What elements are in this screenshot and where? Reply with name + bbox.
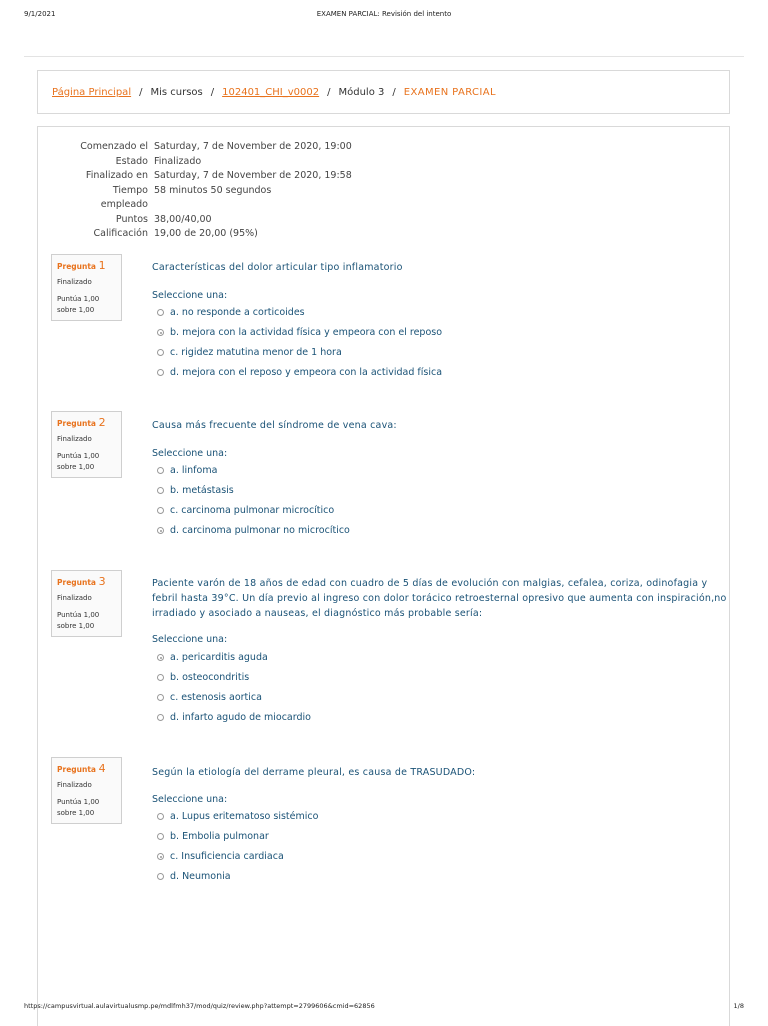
breadcrumb-module: Módulo 3 bbox=[338, 86, 385, 98]
question-grade: Puntúa 1,00 sobre 1,00 bbox=[57, 798, 100, 817]
answer-option[interactable] bbox=[157, 327, 442, 338]
print-header bbox=[0, 10, 768, 24]
radio-button[interactable] bbox=[157, 329, 164, 336]
summary-label: Finalizado en bbox=[85, 170, 148, 181]
summary-row-grade bbox=[40, 227, 352, 242]
summary-row-marks bbox=[40, 213, 352, 228]
question-text-1: Características del dolor articular tipo inflamatorio bbox=[152, 262, 403, 273]
summary-row-started bbox=[40, 140, 352, 155]
answer-option[interactable] bbox=[157, 712, 311, 723]
summary-row-state bbox=[40, 155, 352, 170]
breadcrumb-separator: / bbox=[327, 86, 331, 98]
answer-label: b. mejora con la actividad física y empeora con el reposo bbox=[170, 327, 443, 338]
question-number bbox=[57, 416, 116, 429]
question-state: Finalizado bbox=[57, 435, 92, 443]
print-footer bbox=[0, 1002, 768, 1014]
answer-option[interactable] bbox=[157, 652, 268, 663]
print-date: 9/1/2021 bbox=[24, 10, 56, 18]
breadcrumb-separator: / bbox=[210, 86, 215, 98]
summary-value: 38,00/40,00 bbox=[154, 213, 212, 225]
question-state: Finalizado bbox=[57, 278, 92, 286]
select-one-prompt: Seleccione una: bbox=[152, 634, 228, 645]
breadcrumb-my-courses: Mis cursos bbox=[150, 86, 203, 98]
answer-option[interactable] bbox=[157, 505, 334, 516]
answer-option[interactable] bbox=[157, 485, 234, 496]
question-text-2: Causa más frecuente del síndrome de vena cava: bbox=[152, 420, 397, 431]
answer-option[interactable] bbox=[157, 692, 262, 703]
answer-label: a. no responde a corticoides bbox=[170, 307, 305, 318]
answer-option[interactable] bbox=[157, 851, 284, 862]
answer-option[interactable] bbox=[157, 811, 318, 822]
question-label: Pregunta bbox=[57, 765, 96, 774]
question-grade: Puntúa 1,00 sobre 1,00 bbox=[57, 452, 100, 471]
radio-button[interactable] bbox=[157, 694, 164, 701]
question-text-3: Paciente varón de 18 años de edad con cuadro de 5 días de evolución con malgias, cefalea, coriza, odinofagia y febril hasta 39°C. Un día previo al ingreso con dolor torácico retroesternal opresivo que aumenta con inspiración,no irradiado y asociado a nauseas, el diagnóstico más probable sería: bbox=[152, 578, 727, 619]
summary-label: Calificación bbox=[93, 228, 148, 239]
summary-row-time-taken bbox=[40, 184, 352, 213]
summary-value: 19,00 de 20,00 (95%) bbox=[154, 228, 258, 239]
question-number-value: 4 bbox=[98, 762, 106, 775]
summary-row-finished bbox=[40, 169, 352, 184]
answer-option[interactable] bbox=[157, 871, 231, 882]
select-one-prompt: Seleccione una: bbox=[152, 794, 228, 805]
breadcrumb bbox=[37, 70, 730, 114]
question-number bbox=[57, 575, 116, 588]
question-label: Pregunta bbox=[57, 578, 96, 587]
radio-button[interactable] bbox=[157, 507, 164, 514]
question-grade: Puntúa 1,00 sobre 1,00 bbox=[57, 295, 100, 314]
question-number bbox=[57, 259, 116, 272]
radio-button[interactable] bbox=[157, 674, 164, 681]
answer-option[interactable] bbox=[157, 307, 305, 318]
answer-option[interactable] bbox=[157, 347, 342, 358]
radio-button[interactable] bbox=[157, 467, 164, 474]
question-state: Finalizado bbox=[57, 594, 92, 602]
answer-option[interactable] bbox=[157, 672, 249, 683]
answer-option[interactable] bbox=[157, 367, 442, 378]
answer-label: d. Neumonia bbox=[170, 871, 231, 882]
summary-value: Saturday, 7 de November de 2020, 19:00 bbox=[154, 141, 352, 152]
breadcrumb-home-link[interactable]: Página Principal bbox=[52, 86, 132, 98]
answer-label: b. Embolia pulmonar bbox=[170, 831, 269, 842]
answer-label: b. metástasis bbox=[170, 485, 234, 496]
question-number-value: 3 bbox=[98, 575, 106, 588]
question-info-1 bbox=[51, 254, 122, 321]
select-one-prompt: Seleccione una: bbox=[152, 448, 228, 459]
print-url: https://campusvirtual.aulavirtualusmp.pe/mdlfmh37/mod/quiz/review.php?attempt=2799606&cmid=62856 bbox=[24, 1002, 375, 1010]
radio-button[interactable] bbox=[157, 873, 164, 880]
question-grade: Puntúa 1,00 sobre 1,00 bbox=[57, 611, 100, 630]
question-number-value: 2 bbox=[98, 416, 106, 429]
question-label: Pregunta bbox=[57, 419, 96, 428]
question-number-value: 1 bbox=[98, 259, 106, 272]
radio-button[interactable] bbox=[157, 833, 164, 840]
question-number bbox=[57, 762, 116, 775]
question-state: Finalizado bbox=[57, 781, 92, 789]
answer-label: b. osteocondritis bbox=[170, 672, 250, 683]
radio-button[interactable] bbox=[157, 853, 164, 860]
print-page-number: 1/8 bbox=[733, 1002, 744, 1010]
breadcrumb-current-exam-link[interactable]: EXAMEN PARCIAL bbox=[403, 86, 496, 98]
question-label: Pregunta bbox=[57, 262, 96, 271]
question-text-4: Según la etiología del derrame pleural, es causa de TRASUDADO: bbox=[152, 767, 476, 778]
answer-label: a. pericarditis aguda bbox=[170, 652, 268, 663]
radio-button[interactable] bbox=[157, 813, 164, 820]
answer-label: d. infarto agudo de miocardio bbox=[170, 712, 311, 723]
answer-label: a. linfoma bbox=[170, 465, 218, 476]
summary-value: Finalizado bbox=[154, 155, 202, 167]
answer-label: c. carcinoma pulmonar microcítico bbox=[170, 505, 335, 516]
radio-button[interactable] bbox=[157, 349, 164, 356]
summary-label: Tiempo empleado bbox=[100, 184, 148, 210]
radio-button[interactable] bbox=[157, 369, 164, 376]
select-one-prompt: Seleccione una: bbox=[152, 290, 228, 301]
radio-button[interactable] bbox=[157, 714, 164, 721]
radio-button[interactable] bbox=[157, 487, 164, 494]
header-divider bbox=[24, 56, 744, 57]
summary-value: Saturday, 7 de November de 2020, 19:58 bbox=[154, 170, 352, 181]
attempt-summary bbox=[40, 140, 352, 242]
question-info-3 bbox=[51, 570, 122, 637]
answer-label: c. Insuficiencia cardiaca bbox=[170, 851, 284, 862]
breadcrumb-course-link[interactable]: 102401_CHI_v0002 bbox=[222, 86, 320, 98]
summary-value: 58 minutos 50 segundos bbox=[154, 184, 272, 196]
question-info-4 bbox=[51, 757, 122, 824]
radio-button[interactable] bbox=[157, 654, 164, 661]
summary-label: Estado bbox=[115, 155, 148, 167]
radio-button[interactable] bbox=[157, 527, 164, 534]
summary-label: Comenzado el bbox=[80, 141, 148, 152]
radio-button[interactable] bbox=[157, 309, 164, 316]
answer-label: a. Lupus eritematoso sistémico bbox=[170, 811, 319, 822]
answer-label: c. rigidez matutina menor de 1 hora bbox=[170, 347, 342, 358]
answer-option[interactable] bbox=[157, 525, 350, 536]
answer-label: d. carcinoma pulmonar no microcítico bbox=[170, 525, 350, 536]
answer-option[interactable] bbox=[157, 831, 269, 842]
breadcrumb-separator: / bbox=[139, 86, 143, 98]
print-title: EXAMEN PARCIAL: Revisión del intento bbox=[316, 10, 452, 18]
answer-label: c. estenosis aortica bbox=[170, 692, 262, 703]
question-info-2 bbox=[51, 411, 122, 478]
summary-label: Puntos bbox=[115, 213, 148, 225]
answer-label: d. mejora con el reposo y empeora con la actividad física bbox=[170, 367, 443, 378]
answer-option[interactable] bbox=[157, 465, 217, 476]
breadcrumb-separator: / bbox=[392, 86, 396, 98]
